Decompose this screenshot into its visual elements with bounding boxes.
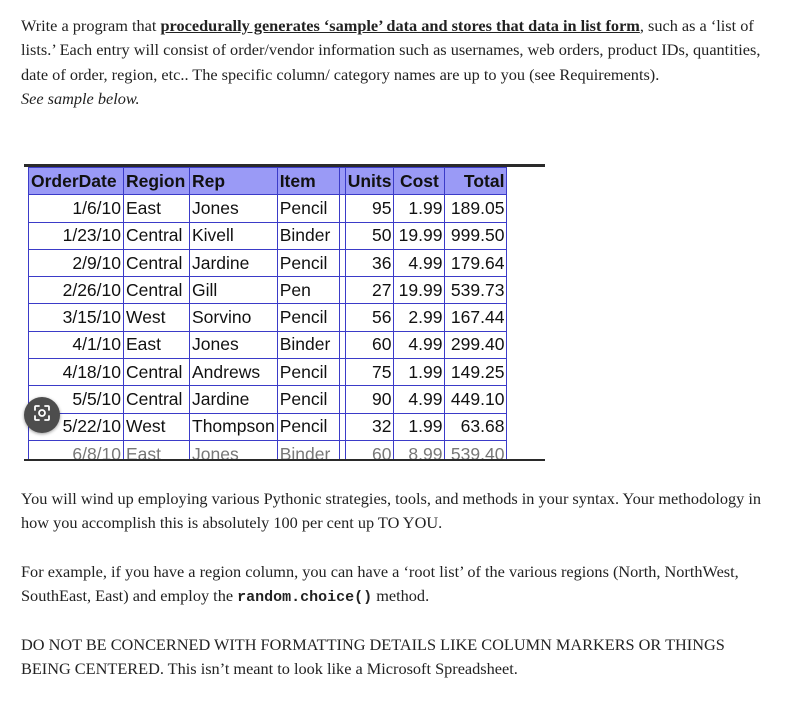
table-cell: Thompson [190, 413, 278, 440]
header-rep: Rep [190, 168, 278, 195]
table-cell: 75 [345, 359, 394, 386]
table-cell: 189.05 [445, 195, 507, 222]
table-cell: East [124, 195, 190, 222]
intro-emphasis: procedurally generates ‘sample’ data and stores that data in list form [160, 16, 640, 35]
table-cell: 1.99 [394, 359, 445, 386]
table-cell: 8.99 [394, 440, 445, 461]
intro-text-start: Write a program that [21, 16, 161, 35]
table-row [29, 249, 507, 276]
table-cell: Pen [277, 277, 339, 304]
table-cell: 999.50 [445, 222, 507, 249]
table-cell: 19.99 [394, 277, 445, 304]
table-cell: 539.40 [445, 440, 507, 461]
table-cell: 2.99 [394, 304, 445, 331]
header-total: Total [445, 168, 507, 195]
header-orderdate: OrderDate [29, 168, 124, 195]
table-cell: 56 [345, 304, 394, 331]
table-cell: 4.99 [394, 386, 445, 413]
lens-search-button[interactable] [24, 397, 60, 433]
table-row [29, 195, 507, 222]
table-cell: Binder [277, 440, 339, 461]
table-cell: Pencil [277, 359, 339, 386]
example-paragraph [21, 560, 773, 611]
intro-text-end: , such as a ‘list of lists.’ Each entry will consist of order/vendor information such as usernames, web orders, product IDs, quantities, date of order, region, etc.. The specific column/ category names are up to you (see Requirements). [21, 16, 761, 84]
table-cell: 60 [345, 331, 394, 358]
table-row [29, 440, 507, 461]
table-cell: Central [124, 222, 190, 249]
table-cell: Jones [190, 440, 278, 461]
table-cell: 63.68 [445, 413, 507, 440]
table-cell: 179.64 [445, 249, 507, 276]
table-cell: 60 [345, 440, 394, 461]
table-cell: 149.25 [445, 359, 507, 386]
table-cell: Pencil [277, 413, 339, 440]
table-cell: Pencil [277, 304, 339, 331]
header-units: Units [345, 168, 394, 195]
table-cell: Gill [190, 277, 278, 304]
table-cell: 95 [345, 195, 394, 222]
example-text-start: For example, if you have a region column, you can have a ‘root list’ of the various regions (North, NorthWest, SouthEast, East) and employ the [21, 562, 739, 606]
table-cell: Central [124, 249, 190, 276]
table-cell: 19.99 [394, 222, 445, 249]
header-cost: Cost [394, 168, 445, 195]
table-cell: East [124, 440, 190, 461]
table-cell: 299.40 [445, 331, 507, 358]
table-row [29, 304, 507, 331]
table-cell: Central [124, 359, 190, 386]
table-cell: 449.10 [445, 386, 507, 413]
table-row [29, 386, 507, 413]
table-cell: Sorvino [190, 304, 278, 331]
table-cell: 1/23/10 [29, 222, 124, 249]
table-cell: Jardine [190, 386, 278, 413]
table-cell: Binder [277, 331, 339, 358]
table-cell: 2/9/10 [29, 249, 124, 276]
table-row [29, 277, 507, 304]
table-body [29, 195, 507, 461]
table-cell: 3/15/10 [29, 304, 124, 331]
table-row [29, 331, 507, 358]
table-cell: Pencil [277, 386, 339, 413]
table-cell: 6/8/10 [29, 440, 124, 461]
header-item: Item [277, 168, 339, 195]
formatting-note-paragraph: DO NOT BE CONCERNED WITH FORMATTING DETAILS LIKE COLUMN MARKERS OR THINGS BEING CENTERED. This isn’t meant to look like a Microsoft Spreadsheet. [21, 635, 725, 679]
table-cell: 36 [345, 249, 394, 276]
table-cell: Jardine [190, 249, 278, 276]
table-cell: 4.99 [394, 331, 445, 358]
table-cell: Pencil [277, 195, 339, 222]
table-cell: 5/22/10 [29, 413, 124, 440]
table-cell: 4/18/10 [29, 359, 124, 386]
table-cell: 4/1/10 [29, 331, 124, 358]
table-cell: Binder [277, 222, 339, 249]
table-cell: 539.73 [445, 277, 507, 304]
table-cell: 1/6/10 [29, 195, 124, 222]
table-cell: Central [124, 386, 190, 413]
table-cell: 5/5/10 [29, 386, 124, 413]
table-row [29, 413, 507, 440]
table-cell: 27 [345, 277, 394, 304]
table-cell: 50 [345, 222, 394, 249]
table-header-row [29, 168, 507, 195]
methodology-paragraph: You will wind up employing various Pythonic strategies, tools, and methods in your syntax. Your methodology in how you accomplish this is absolutely 100 per cent up TO YOU. [21, 489, 762, 533]
table-cell: 32 [345, 413, 394, 440]
table-row [29, 359, 507, 386]
see-sample-note: See sample below. [21, 89, 140, 109]
table-cell: Kivell [190, 222, 278, 249]
example-text-end: method. [372, 586, 430, 606]
sample-data-table [28, 167, 507, 461]
table-cell: East [124, 331, 190, 358]
table-cell: Andrews [190, 359, 278, 386]
table-cell: Central [124, 277, 190, 304]
sample-spreadsheet-image [24, 164, 545, 461]
table-cell: 4.99 [394, 249, 445, 276]
table-cell: Pencil [277, 249, 339, 276]
table-cell: Jones [190, 195, 278, 222]
table-cell: 90 [345, 386, 394, 413]
table-cell: West [124, 304, 190, 331]
random-choice-code: random.choice() [237, 589, 373, 607]
table-cell: 1.99 [394, 195, 445, 222]
table-cell: 167.44 [445, 304, 507, 331]
header-region: Region [124, 168, 190, 195]
table-cell: Jones [190, 331, 278, 358]
lens-search-icon [32, 403, 52, 428]
intro-paragraph [21, 14, 773, 112]
table-cell: 2/26/10 [29, 277, 124, 304]
table-cell: West [124, 413, 190, 440]
table-cell: 1.99 [394, 413, 445, 440]
table-row [29, 222, 507, 249]
